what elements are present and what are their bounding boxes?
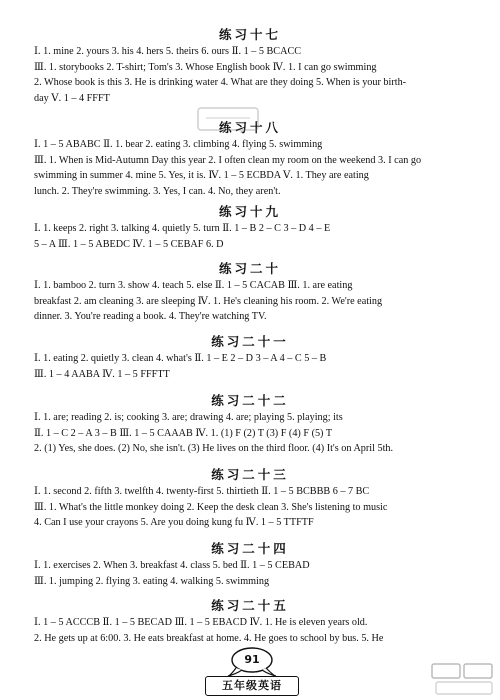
answer-line: lunch. 2. They're swimming. 3. Yes, I can. 4. No, they aren't. xyxy=(34,185,281,197)
answer-line: Ⅰ. 1. mine 2. yours 3. his 4. hers 5. theirs 6. ours Ⅱ. 1 – 5 BCACC xyxy=(34,46,302,57)
answer-line: Ⅰ. 1. eating 2. quietly 3. clean 4. what's Ⅱ. 1 – E 2 – D 3 – A 4 – C 5 – B xyxy=(34,353,327,364)
section-title: 练习二十三 xyxy=(211,467,289,482)
answer-line: Ⅰ. 1. keeps 2. right 3. talking 4. quietly 5. turn Ⅱ. 1 – B 2 – C 3 – D 4 – E xyxy=(34,223,331,234)
answer-line: Ⅰ. 1 – 5 ACCCB Ⅱ. 1 – 5 BECAD Ⅲ. 1 – 5 EBACD Ⅳ. 1. He is eleven years old. xyxy=(34,617,368,628)
section-25 xyxy=(0,597,500,646)
answer-line: Ⅲ. 1. When is Mid-Autumn Day this year 2. I often clean my room on the weekend 3. I can go xyxy=(34,154,422,166)
grade-label: 五年级英语 xyxy=(205,676,299,696)
answer-line: Ⅲ. 1. What's the little monkey doing 2. Keep the desk clean 3. She's listening to music xyxy=(34,501,388,513)
section-21 xyxy=(0,333,500,382)
answer-line: Ⅰ. 1. are; reading 2. is; cooking 3. are; drawing 4. are; playing 5. playing; its xyxy=(34,412,343,423)
answer-line: Ⅰ. 1. second 2. fifth 3. twelfth 4. twenty-first 5. thirtieth Ⅱ. 1 – 5 BCBBB 6 – 7 BC xyxy=(34,486,370,497)
answer-line: 5 – A Ⅲ. 1 – 5 ABEDC Ⅳ. 1 – 5 CEBAF 6. D xyxy=(34,238,224,250)
section-23 xyxy=(0,466,500,531)
answer-line: Ⅰ. 1. bamboo 2. turn 3. show 4. teach 5. else Ⅱ. 1 – 5 CACAB Ⅲ. 1. are eating xyxy=(34,280,353,291)
section-title: 练习二十五 xyxy=(211,598,289,613)
section-17 xyxy=(0,26,500,106)
answer-line: day Ⅴ. 1 – 4 FFFT xyxy=(34,92,110,104)
answer-line: dinner. 3. You're reading a book. 4. They're watching TV. xyxy=(34,311,267,322)
section-19 xyxy=(0,203,500,252)
section-24 xyxy=(0,540,500,589)
answer-line: Ⅱ. 1 – C 2 – A 3 – B Ⅲ. 1 – 5 CAAAB Ⅳ. 1. (1) F (2) T (3) F (4) F (5) T xyxy=(34,427,333,439)
answer-line: Ⅲ. 1. jumping 2. flying 3. eating 4. walking 5. swimming xyxy=(34,575,270,587)
stamp-mark xyxy=(196,104,260,134)
answer-line: 2. (1) Yes, she does. (2) No, she isn't. (3) He lives on the third floor. (4) It's on April 5th. xyxy=(34,443,394,454)
page-number: 91 xyxy=(244,653,260,666)
section-title: 练习十七 xyxy=(218,27,281,42)
answer-line: breakfast 2. am cleaning 3. are sleeping Ⅳ. 1. He's cleaning his room. 2. We're eating xyxy=(34,295,383,307)
section-title: 练习二十四 xyxy=(211,541,289,556)
answer-line: Ⅲ. 1 – 4 AABA Ⅳ. 1 – 5 FFFTT xyxy=(34,368,170,380)
answer-line: 2. Whose book is this 3. He is drinking water 4. What are they doing 5. When is your birth- xyxy=(34,77,407,88)
watermark-logo-icon xyxy=(430,662,498,698)
answer-line: 4. Can I use your crayons 5. Are you doing kung fu Ⅳ. 1 – 5 TTFTF xyxy=(34,517,314,528)
answer-line: 2. He gets up at 6:00. 3. He eats breakfast at home. 4. He goes to school by bus. 5. He xyxy=(34,632,384,644)
section-22 xyxy=(0,392,500,457)
answer-line: Ⅰ. 1. exercises 2. When 3. breakfast 4. class 5. bed Ⅱ. 1 – 5 CEBAD xyxy=(34,560,310,571)
answer-line: Ⅰ. 1 – 5 ABABC Ⅱ. 1. bear 2. eating 3. climbing 4. flying 5. swimming xyxy=(34,139,323,150)
section-title: 练习二十 xyxy=(218,261,281,276)
section-title: 练习二十一 xyxy=(211,334,289,349)
section-title: 练习十八 xyxy=(218,120,281,135)
answer-line: swimming in summer 4. mine 5. Yes, it is. Ⅳ. 1 – 5 ECBDA Ⅴ. 1. They are eating xyxy=(34,170,369,181)
section-title: 练习二十二 xyxy=(211,393,289,408)
section-title: 练习十九 xyxy=(218,204,281,219)
answer-line: Ⅲ. 1. storybooks 2. T-shirt; Tom's 3. Whose English book Ⅳ. 1. I can go swimming xyxy=(34,61,377,73)
section-20 xyxy=(0,260,500,325)
